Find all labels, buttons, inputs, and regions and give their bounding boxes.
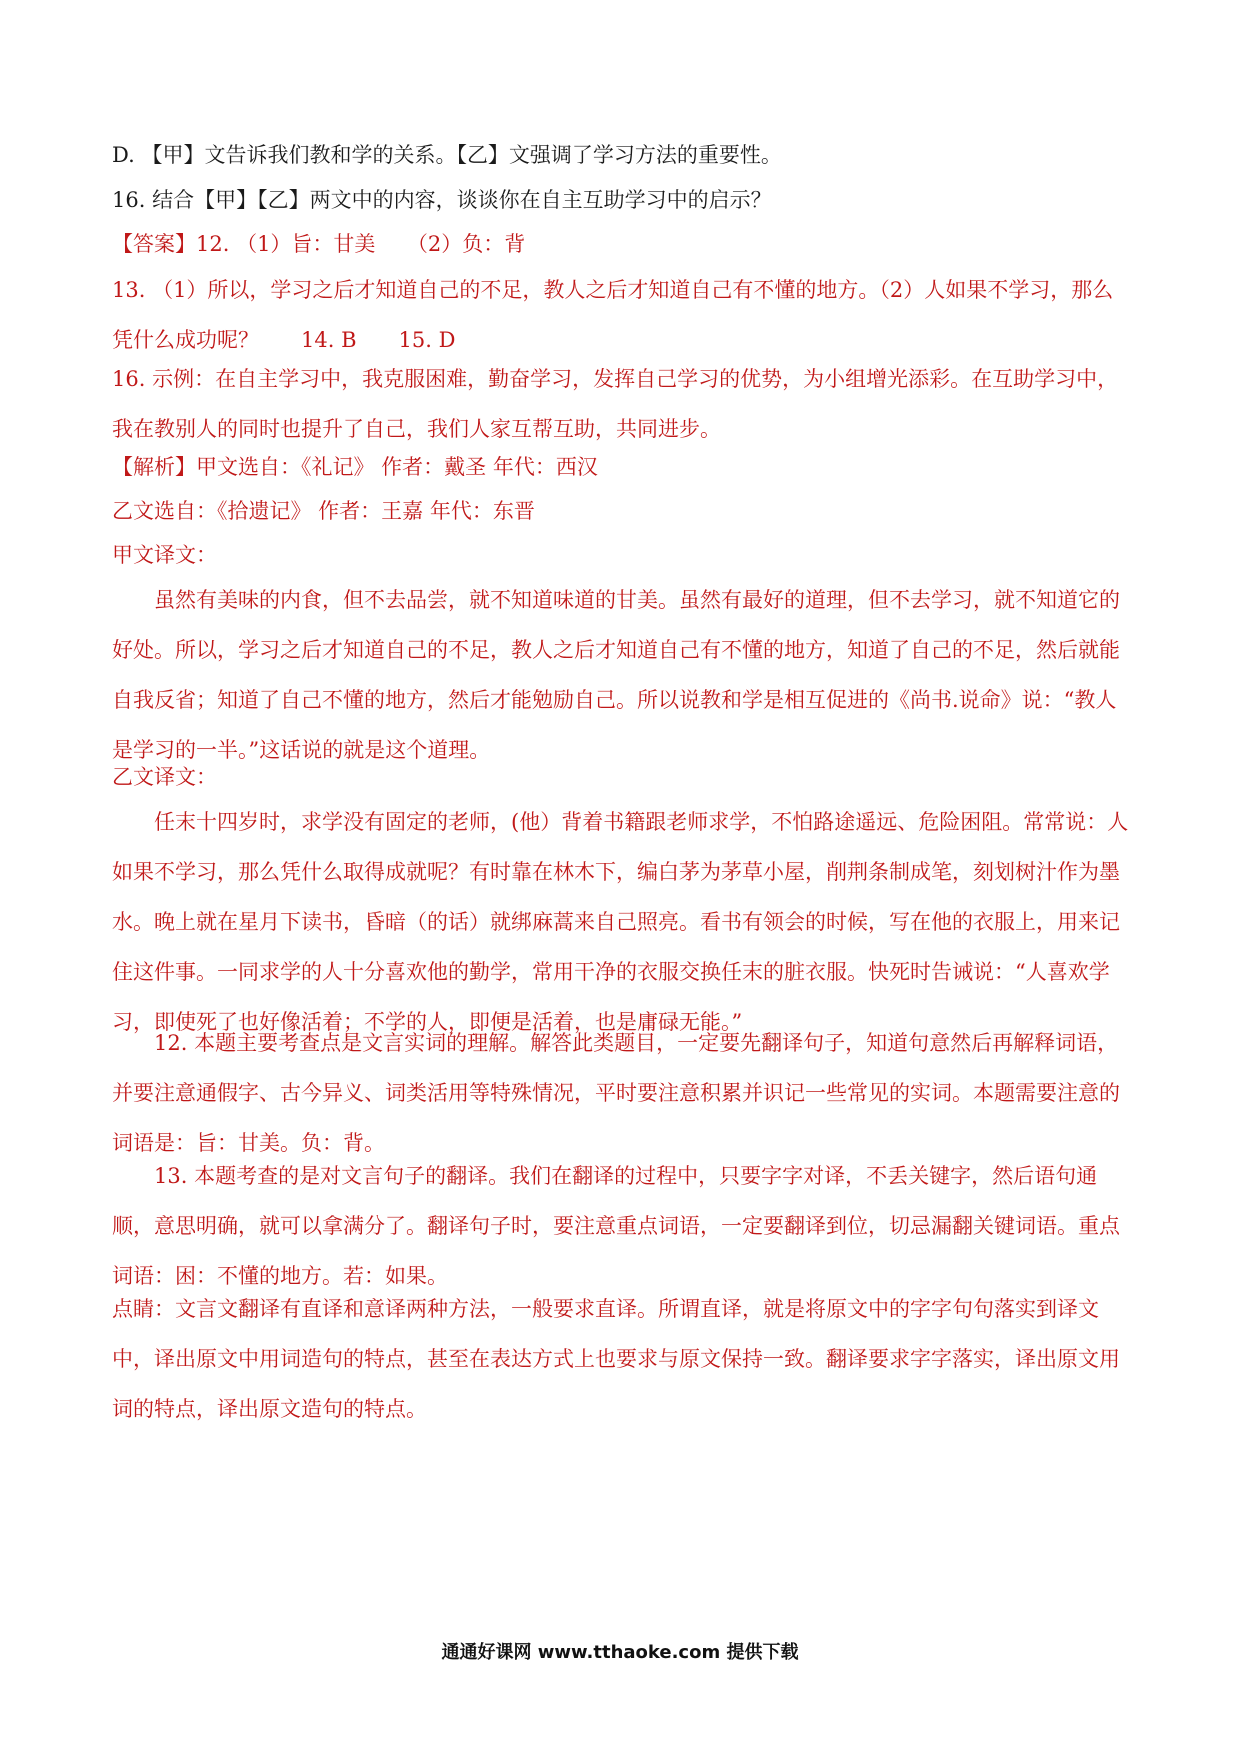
footer-source: 通通好课网 www.tthaoke.com 提供下载: [441, 1642, 799, 1663]
jia-translation-heading: 甲文译文：: [112, 543, 217, 567]
explain-13: 13. 本题考查的是对文言句子的翻译。我们在翻译的过程中，只要字字对译，不丢关键字，然后语句通顺，意思明确，就可以拿满分了。翻译句子时，要注意重点词语，一定要翻译到位，切忌漏翻关键词语。重点词语：困：不懂的地方。若：如果。: [112, 1164, 1120, 1288]
answer-13: 13. （1）所以，学习之后才知道自己的不足，教人之后才知道自己有不懂的地方。（2）人如果不学习，那么凭什么成功呢？ 14. B 15. D: [112, 278, 1114, 352]
question-d-option: D. 【甲】文告诉我们教和学的关系。【乙】文强调了学习方法的重要性。: [112, 143, 782, 167]
answer-16: 16. 示例：在自主学习中，我克服困难，勤奋学习，发挥自己学习的优势，为小组增光添彩。在互助学习中，我在教别人的同时也提升了自己，我们人家互帮互助，共同进步。: [112, 367, 1119, 441]
tip-note: 点睛：文言文翻译有直译和意译两种方法，一般要求直译。所谓直译，就是将原文中的字字句句落实到译文中，译出原文中用词造句的特点，甚至在表达方式上也要求与原文保持一致。翻译要求字字落实，译出原文用词的特点，译出原文造句的特点。: [112, 1297, 1120, 1421]
analysis-jia-source: 【解析】甲文选自：《礼记》 作者：戴圣 年代：西汉: [112, 455, 598, 479]
yi-translation: 任末十四岁时，求学没有固定的老师，(他）背着书籍跟老师求学，不怕路途遥远、危险困阻。常常说：人如果不学习，那么凭什么取得成就呢？有时靠在林木下，编白茅为茅草小屋，削荆条制成笔，刻划树汁作为墨水。晚上就在星月下读书，昏暗（的话）就绑麻蒿来自己照亮。看书有领会的时候，写在他的衣服上，用来记住这件事。一同求学的人十分喜欢他的勤学，常用干净的衣服交换任末的脏衣服。快死时告诫说：“人喜欢学习，即使死了也好像活着；不学的人，即便是活着，也是庸碌无能。”: [112, 810, 1129, 1034]
explain-12: 12. 本题主要考查点是文言实词的理解。解答此类题目，一定要先翻译句子，知道句意然后再解释词语，并要注意通假字、古今异义、词类活用等特殊情况，平时要注意积累并识记一些常见的实词。本题需要注意的词语是：旨：甘美。负：背。: [112, 1031, 1120, 1155]
yi-source: 乙文选自：《拾遗记》 作者：王嘉 年代：东晋: [112, 499, 535, 523]
jia-translation: 虽然有美味的内食，但不去品尝，就不知道味道的甘美。虽然有最好的道理，但不去学习，就不知道它的好处。所以，学习之后才知道自己的不足，教人之后才知道自己有不懂的地方，知道了自己的不足，然后就能自我反省；知道了自己不懂的地方，然后才能勉励自己。所以说教和学是相互促进的《尚书.说命》说：“教人是学习的一半。”这话说的就是这个道理。: [112, 588, 1120, 762]
answer-12: 【答案】12. （1）旨：甘美 （2）负：背: [112, 232, 526, 256]
question-16: 16. 结合【甲】【乙】两文中的内容，谈谈你在自主互助学习中的启示？: [112, 188, 772, 212]
yi-translation-heading: 乙文译文：: [112, 765, 217, 789]
